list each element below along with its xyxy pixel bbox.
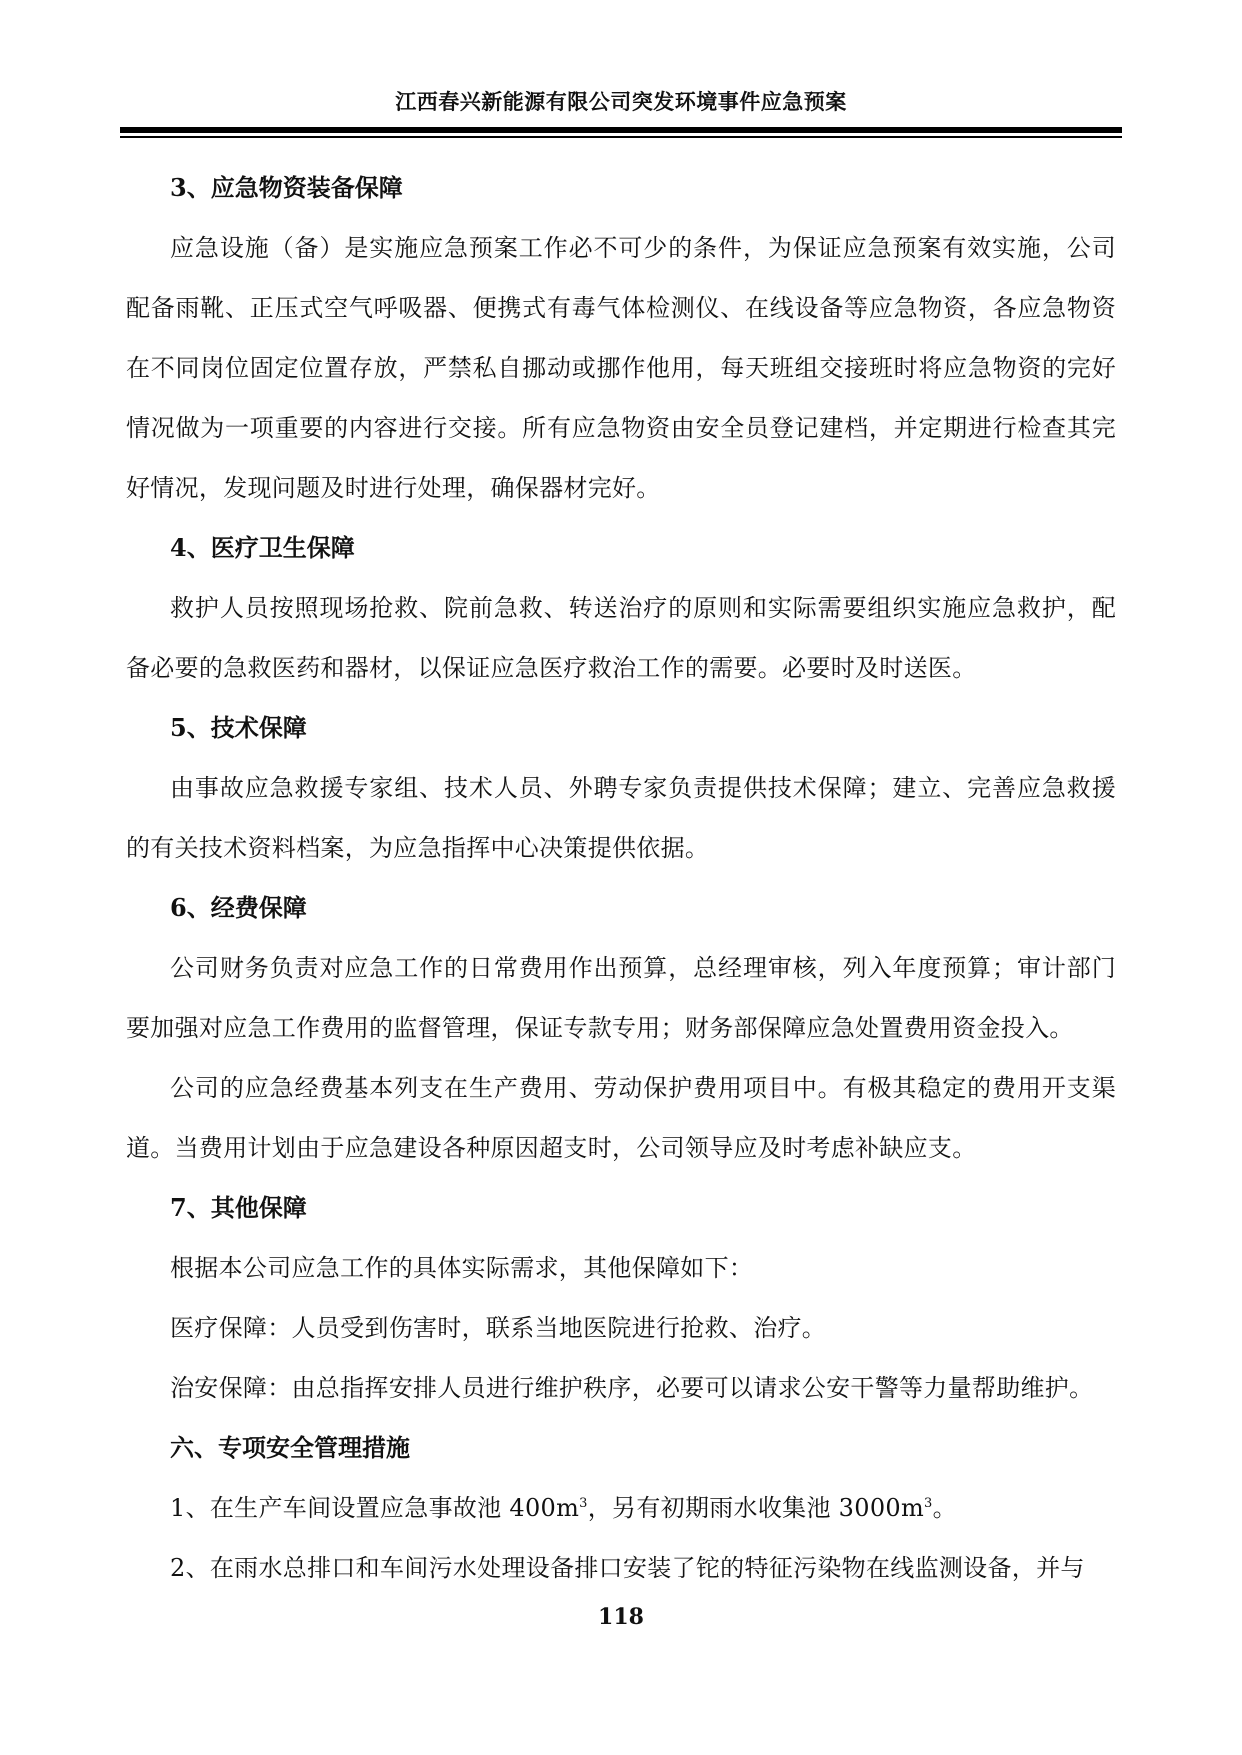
paragraph-funding-1: 公司财务负责对应急工作的日常费用作出预算，总经理审核，列入年度预算；审计部门要加强对应急工作费用的监督管理，保证专款专用；财务部保障应急处置费用资金投入。 [126,954,1116,1042]
paragraph-other-security: 治安保障：由总指挥安排人员进行维护秩序，必要可以请求公安干警等力量帮助维护。 [170,1374,1094,1402]
measure-item-1-sup-2: 3 [924,1496,933,1511]
page-number: 118 [598,1604,644,1630]
paragraph-medical: 救护人员按照现场抢救、院前急救、转送治疗的原则和实际需要组织实施应急救护，配备必要的急救医药和器材，以保证应急医疗救治工作的需要。必要时及时送医。 [126,594,1116,682]
header-rule-thin [120,136,1122,138]
paragraph-other-medical: 医疗保障：人员受到伤害时，联系当地医院进行抢救、治疗。 [170,1314,827,1342]
measure-item-2: 2、在雨水总排口和车间污水处理设备排口安装了铊的特征污染物在线监测设备，并与 [170,1554,1085,1582]
section-heading-materials: 3、应急物资装备保障 [170,173,403,202]
paragraph-other-intro: 根据本公司应急工作的具体实际需求，其他保障如下： [170,1254,754,1282]
document-body [126,158,1116,1598]
section-heading-medical: 4、医疗卫生保障 [170,533,355,562]
measure-item-1-suffix: 。 [932,1494,957,1522]
measure-item-1-sup-1: 3 [579,1496,588,1511]
measure-item-1-prefix: 1、在生产车间设置应急事故池 400m [170,1494,580,1522]
section-heading-other: 7、其他保障 [170,1193,307,1222]
section-heading-safety-measures: 六、专项安全管理措施 [170,1433,410,1462]
section-heading-funding: 6、经费保障 [170,893,307,922]
section-heading-technical: 5、技术保障 [170,713,307,742]
measure-item-1 [126,1478,1116,1538]
paragraph-materials: 应急设施（备）是实施应急预案工作必不可少的条件，为保证应急预案有效实施，公司配备雨靴、正压式空气呼吸器、便携式有毒气体检测仪、在线设备等应急物资，各应急物资在不同岗位固定位置存放，严禁私自挪动或挪作他用，每天班组交接班时将应急物资的完好情况做为一项重要的内容进行交接。所有应急物资由安全员登记建档，并定期进行检查其完好情况，发现问题及时进行处理，确保器材完好。 [126,234,1116,502]
paragraph-funding-2: 公司的应急经费基本列支在生产费用、劳动保护费用项目中。有极其稳定的费用开支渠道。当费用计划由于应急建设各种原因超支时，公司领导应及时考虑补缺应支。 [126,1074,1116,1162]
header-rule-thick [120,127,1122,133]
document-header-title: 江西春兴新能源有限公司突发环境事件应急预案 [395,89,847,114]
paragraph-technical: 由事故应急救援专家组、技术人员、外聘专家负责提供技术保障；建立、完善应急救援的有关技术资料档案，为应急指挥中心决策提供依据。 [126,774,1116,862]
measure-item-1-middle: ，另有初期雨水收集池 3000m [587,1494,925,1522]
